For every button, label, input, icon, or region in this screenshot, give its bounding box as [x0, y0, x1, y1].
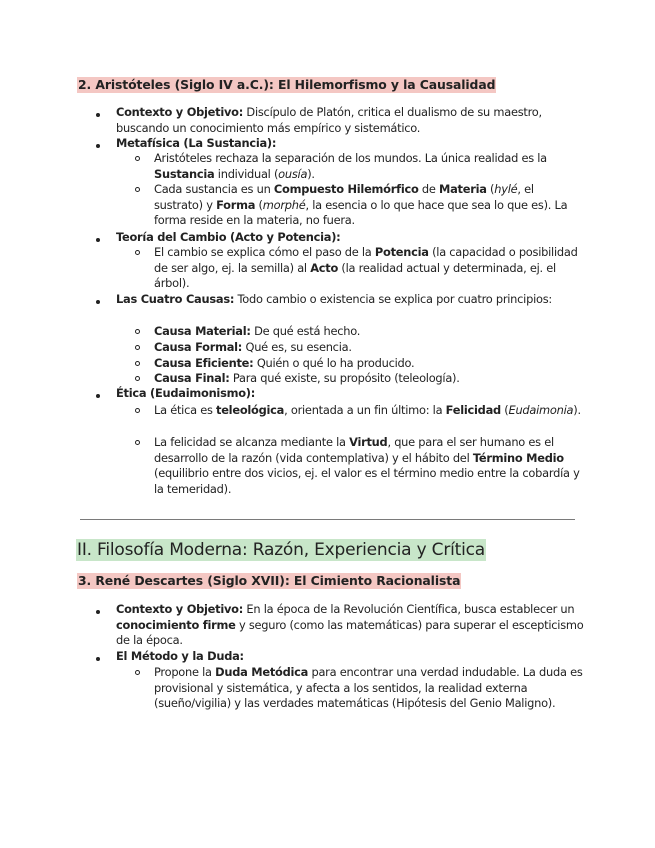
causa-final: [154, 371, 586, 387]
causas-text: Todo cambio o existencia se explica por cuatro principios:: [234, 292, 552, 306]
text-run: (: [500, 403, 509, 417]
bold-run: Sustancia: [154, 166, 215, 181]
bold-run: Virtud: [349, 435, 388, 449]
causa-text: De qué está hecho.: [250, 324, 361, 338]
text-run: individual (: [214, 166, 279, 181]
metafisica-sub2: [154, 182, 586, 229]
bullet-dot: [96, 610, 100, 614]
causas-item: [116, 292, 586, 308]
bullet-circle: [135, 345, 140, 350]
text-run: (: [486, 182, 495, 196]
bullet-dot: [96, 300, 100, 304]
metafisica-label: [116, 136, 586, 152]
aristoteles-contexto-item: [116, 105, 586, 136]
bold-run: Potencia: [374, 245, 429, 259]
descartes-contexto-item: [116, 602, 586, 649]
causa-eficiente: [154, 356, 586, 372]
causa-material: [154, 324, 586, 340]
causas-label: Las Cuatro Causas:: [116, 292, 235, 306]
metodo-label-text: El Método y la Duda:: [116, 649, 244, 663]
section-divider: [80, 519, 575, 520]
causa-text: Qué es, su esencia.: [242, 340, 352, 354]
italic-run: ousía: [278, 166, 308, 181]
bullet-circle: [135, 329, 140, 334]
bold-run: Término Medio: [472, 450, 564, 465]
bullet-circle: [135, 440, 140, 445]
bold-run: Materia: [439, 182, 487, 196]
bold-run: Compuesto Hilemórfico: [273, 182, 419, 196]
bullet-circle: [135, 250, 140, 255]
bold-run: teleológica: [216, 403, 285, 417]
etica-sub1: [154, 403, 586, 419]
metafisica-sub1: [154, 151, 586, 182]
contexto-label: Contexto y Objetivo:: [116, 105, 244, 119]
text-run: (equilibrio entre dos vicios, ej. el valor es el término medio entre la cobardía y la temeridad).: [154, 466, 580, 496]
bold-run: Acto: [310, 260, 339, 275]
text-run: En la época de la Revolución Científica, busca establecer un: [243, 602, 575, 616]
text-run: Cada sustancia es un: [154, 182, 274, 196]
bullet-dot: [96, 113, 100, 117]
causa-text: Para qué existe, su propósito (teleología).: [229, 371, 460, 385]
cambio-label-text: Teoría del Cambio (Acto y Potencia):: [116, 230, 341, 244]
etica-label: [116, 386, 586, 402]
bullet-dot: [96, 144, 100, 148]
bold-run: Forma: [216, 197, 256, 212]
text-run: , que para el ser humano es el desarrollo de la razón (vida contemplativa) y el hábito del: [154, 435, 554, 465]
bullet-circle: [135, 187, 140, 192]
bullet-circle: [135, 376, 140, 381]
etica-sub2: [154, 435, 586, 497]
aristoteles-heading: 2. Aristóteles (Siglo IV a.C.): El Hilemorfismo y la Causalidad: [78, 77, 496, 92]
text-run: ).: [307, 166, 315, 181]
contexto-text: Discípulo de Platón, critica el dualismo de su maestro, buscando un conocimiento más empírico y sistemático.: [116, 105, 542, 135]
text-run: y seguro (como las matemáticas) para superar el escepticismo de la época.: [116, 617, 584, 647]
causa-text: Quién o qué lo ha producido.: [253, 356, 415, 370]
bold-run: Duda Metódica: [215, 665, 309, 679]
bold-run: Felicidad: [445, 403, 501, 417]
causa-label: Causa Formal:: [154, 340, 243, 354]
cambio-sub1: [154, 245, 586, 292]
text-run: de: [418, 182, 440, 196]
bullet-dot: [96, 238, 100, 242]
italic-run: Eudaimonia: [508, 403, 574, 417]
bullet-dot: [96, 657, 100, 661]
text-run: La ética es: [154, 403, 217, 417]
bold-run: conocimiento firme: [116, 617, 236, 632]
text-run: Propone la: [154, 665, 216, 679]
text-run: El cambio se explica cómo el paso de la: [154, 245, 375, 259]
bullet-circle: [135, 408, 140, 413]
cambio-label: [116, 230, 586, 246]
text-run: (la realidad actual y determinada, ej. el árbol).: [154, 260, 556, 290]
italic-run: hylé: [494, 182, 518, 196]
text-run: , el sustrato) y: [154, 182, 534, 212]
bullet-dot: [96, 394, 100, 398]
text-run: (la capacidad o posibilidad de ser algo, ej. la semilla) al: [154, 245, 578, 275]
metafisica-label-text: Metafísica (La Sustancia):: [116, 136, 277, 150]
italic-run: morphé: [262, 197, 306, 212]
causa-label: Causa Material:: [154, 324, 251, 338]
text-run: , la esencia o lo que hace que sea lo que es). La forma reside en la materia, no fuera.: [154, 197, 568, 227]
bullet-circle: [135, 156, 140, 161]
text-run: para encontrar una verdad indudable. La duda es provisional y sistemática, y afecta a los sentidos, la realidad externa (sueño/vigilia) y las verdades matemáticas (Hipótesis del Genio Maligno).: [154, 665, 583, 710]
descartes-heading: 3. René Descartes (Siglo XVII): El Cimiento Racionalista: [78, 573, 461, 588]
metodo-label: [116, 649, 586, 665]
text-run: Aristóteles rechaza la separación de los mundos. La única realidad es la: [154, 151, 547, 165]
contexto-label: Contexto y Objetivo:: [116, 602, 244, 616]
text-run: La felicidad se alcanza mediante la: [154, 435, 350, 449]
causa-label: Causa Eficiente:: [154, 356, 254, 370]
etica-label-text: Ética (Eudaimonismo):: [116, 386, 256, 400]
moderna-heading: II. Filosofía Moderna: Razón, Experiencia y Crítica: [77, 540, 485, 560]
bullet-circle: [135, 670, 140, 675]
metodo-sub1: [154, 665, 586, 712]
causa-formal: [154, 340, 586, 356]
causa-label: Causa Final:: [154, 371, 230, 385]
text-run: , orientada a un fin último: la: [284, 403, 446, 417]
text-run: ).: [573, 403, 581, 417]
text-run: (: [255, 197, 263, 212]
bullet-circle: [135, 361, 140, 366]
